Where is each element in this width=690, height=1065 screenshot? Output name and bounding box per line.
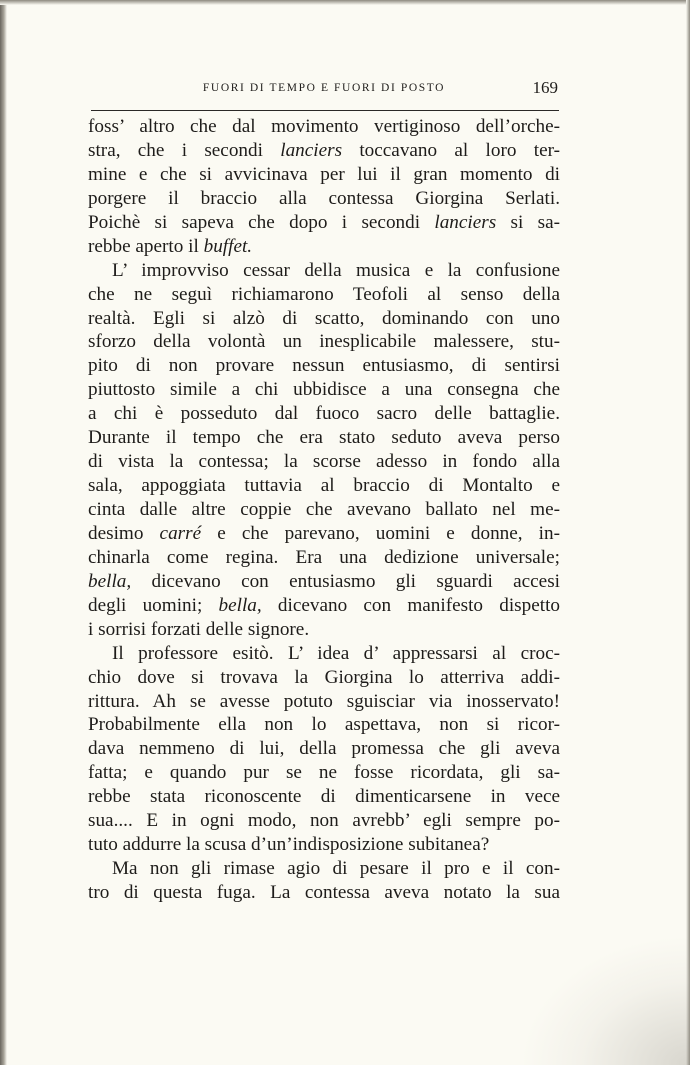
- text-line: Durante il tempo che era stato seduto aveva perso: [88, 427, 560, 449]
- text-line: rebbe stata riconoscente di dimenticarsene in vece: [88, 786, 560, 808]
- paragraph-1: [88, 115, 560, 259]
- italic-term: lanciers: [434, 211, 497, 233]
- text-line: rittura. Ah se avesse potuto sguisciar via inosservato!: [88, 690, 560, 712]
- italic-term: bella,: [218, 594, 262, 616]
- text-line: sforzo della volontà un inesplicabile malessere, stu-: [88, 331, 560, 353]
- text-line: chinarla come regina. Era una dedizione universale;: [88, 546, 560, 568]
- italic-term: bella,: [88, 570, 132, 592]
- page-edge-shadow-right: [686, 0, 690, 1065]
- body-text: [88, 115, 560, 905]
- text-line: Poichè si sapeva che dopo i secondi lanciers si sa-: [88, 211, 561, 233]
- italic-term: buffet.: [203, 235, 253, 257]
- text-line: tuto addurre la scusa d’un’indisposizione subitanea?: [88, 834, 490, 856]
- text-line: fatta; e quando pur se ne fosse ricordata, gli sa-: [88, 762, 560, 784]
- page-number: 169: [532, 78, 558, 97]
- text-line: che ne seguì richiamarono Teofoli al senso della: [88, 283, 560, 305]
- text-line: stra, che i secondi lanciers toccavano al loro ter-: [88, 139, 560, 161]
- page-edge-shadow-top: [0, 0, 690, 5]
- text-line: bella, dicevano con entusiasmo gli sguardi accesi: [88, 570, 560, 592]
- text-line: realtà. Egli si alzò di scatto, dominando con uno: [88, 307, 560, 329]
- text-line: degli uomini; bella, dicevano con manifesto dispetto: [88, 594, 560, 616]
- text-line: cinta dalle altre coppie che avevano ballato nel me-: [88, 499, 560, 520]
- page-corner-wear: [520, 935, 690, 1065]
- text-line: piuttosto simile a chi ubbidisce a una consegna che: [88, 379, 560, 401]
- text-line: chio dove si trovava la Giorgina lo atterriva addi-: [88, 666, 560, 688]
- text-line: foss’ altro che dal movimento vertiginoso dell’orche-: [88, 116, 560, 137]
- text-line: sala, appoggiata tuttavia al braccio di Montalto e: [88, 475, 560, 497]
- text-line: desimo carré e che parevano, uomini e donne, in-: [88, 522, 561, 544]
- text-line: Probabilmente ella non lo aspettava, non si ricor-: [88, 714, 560, 736]
- text-line: a chi è posseduto dal fuoco sacro delle battaglie.: [88, 403, 560, 425]
- page-header: [90, 78, 558, 100]
- text-line: porgere il braccio alla contessa Giorgina Serlati.: [88, 187, 560, 209]
- text-line: i sorrisi forzati delle signore.: [88, 618, 310, 640]
- text-line: di vista la contessa; la scorse adesso in fondo alla: [88, 451, 560, 473]
- page-edge-shadow-left: [0, 0, 7, 1065]
- text-line: rebbe aperto il buffet.: [88, 235, 253, 257]
- paragraph-2: [88, 259, 560, 642]
- italic-term: lanciers: [280, 139, 343, 161]
- text-line: mine e che si avvicinava per lui il gran momento di: [88, 163, 560, 185]
- text-line: L’ improvviso cessar della musica e la confusione: [112, 259, 560, 281]
- text-line: Il professore esitò. L’ idea d’ appressarsi al croc-: [112, 642, 560, 664]
- text-line: pito di non provare nessun entusiasmo, di sentirsi: [88, 355, 560, 377]
- text-line: dava nemmeno di lui, della promessa che gli aveva: [88, 738, 560, 760]
- running-head: FUORI DI TEMPO E FUORI DI POSTO: [202, 82, 446, 94]
- header-rule: [91, 110, 559, 111]
- text-line: sua.... E in ogni modo, non avrebb’ egli sempre po-: [88, 810, 560, 832]
- paragraph-3: [88, 642, 560, 857]
- italic-term: carré: [159, 522, 202, 544]
- text-line: Ma non gli rimase agio di pesare il pro e il con-: [112, 858, 560, 880]
- text-line: tro di questa fuga. La contessa aveva notato la sua: [88, 882, 560, 903]
- paragraph-4: [88, 857, 560, 905]
